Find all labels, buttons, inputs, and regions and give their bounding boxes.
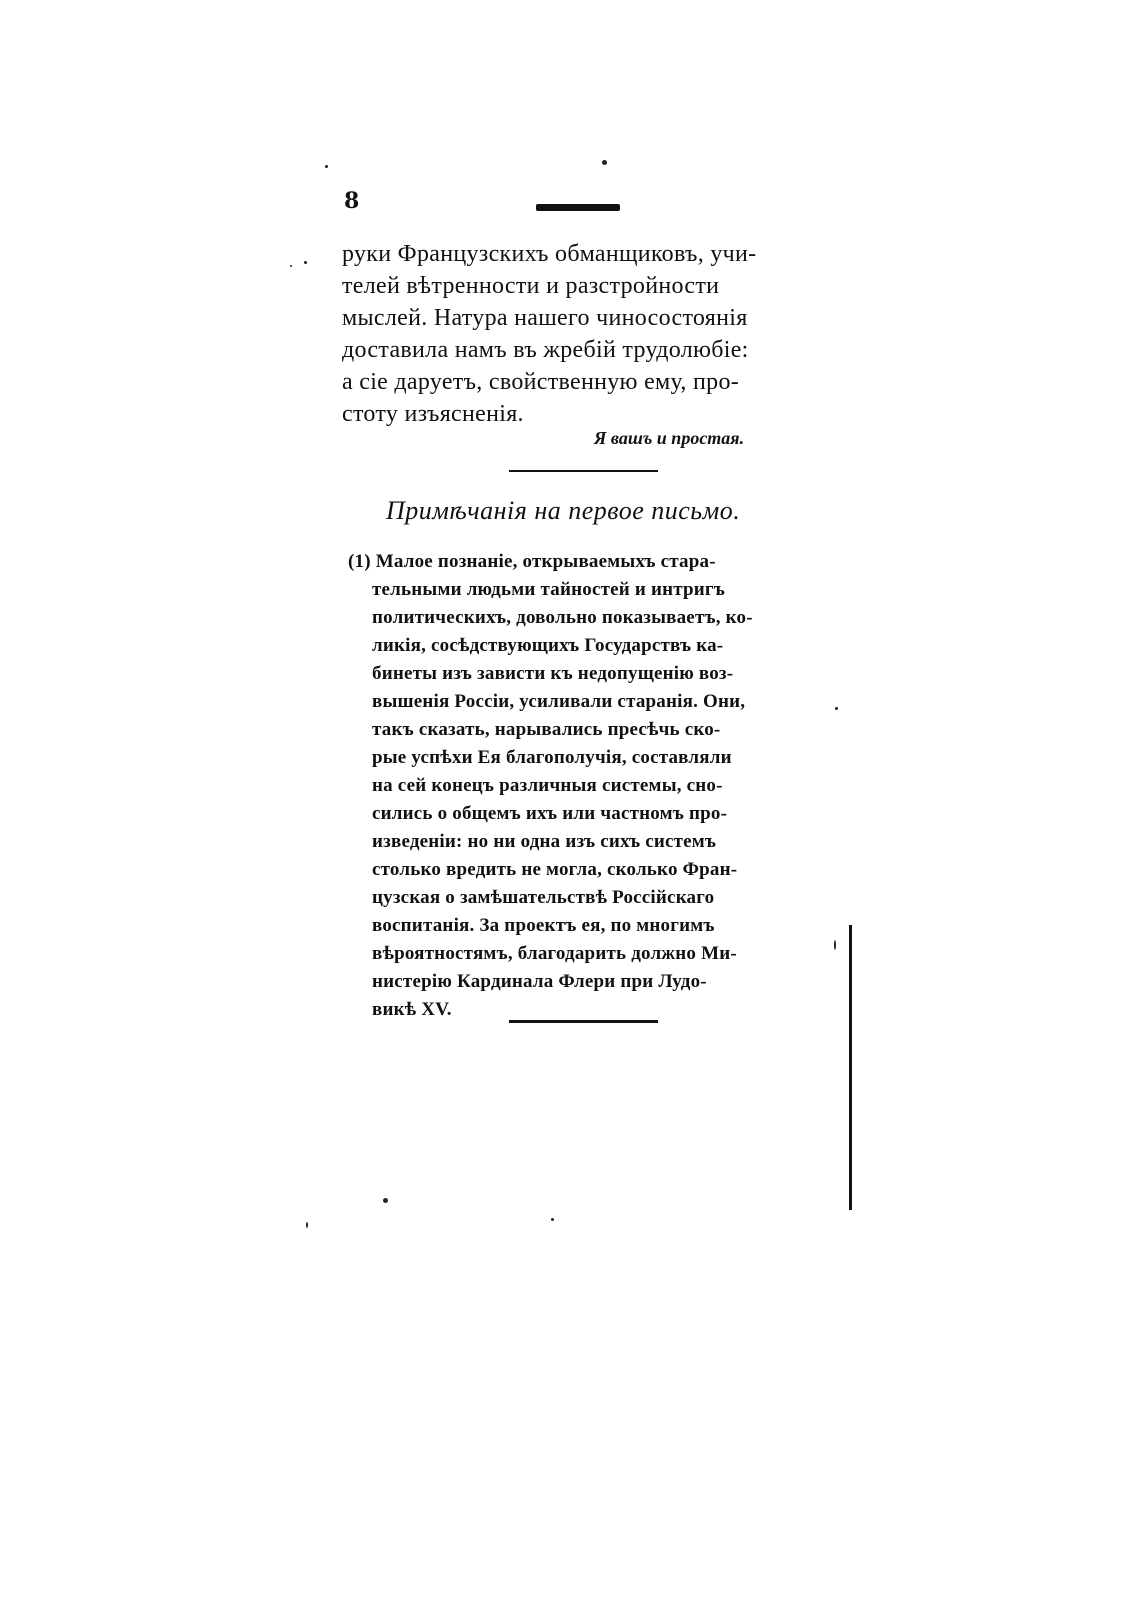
note-line: воспитанія. За проектъ ея, по многимъ — [372, 915, 715, 936]
signature-line: Я вашъ и простая. — [594, 428, 745, 448]
note-line: рые успѣхи Ея благополучія, составляли — [372, 747, 732, 768]
text-line: доставила намъ въ жребій трудолюбіе: — [342, 337, 749, 363]
end-divider-rule — [509, 1020, 658, 1023]
scan-speck — [304, 261, 307, 264]
note-line: политическихъ, довольно показываетъ, ко- — [372, 607, 753, 628]
note-line: вышенія Россіи, усиливали старанія. Они, — [372, 691, 746, 712]
note-line: изведеніи: но ни одна изъ сихъ системъ — [372, 831, 717, 852]
page-edge-line — [849, 925, 852, 1210]
scan-speck — [835, 707, 838, 710]
text-line: телей вѣтренности и разстройности — [342, 273, 720, 299]
note-line: столько вредить не могла, сколько Фран- — [372, 859, 738, 880]
note-line: нистерію Кардинала Флери при Лудо- — [372, 971, 707, 992]
note-line: ликія, сосѣдствующихъ Государствъ ка- — [372, 635, 724, 656]
text-line: а сіе даруетъ, свойственную ему, про- — [342, 369, 740, 395]
scan-speck — [834, 940, 836, 950]
note-line: (1) Малое познаніе, открываемыхъ стара- — [348, 551, 716, 572]
text-line: руки Французскихъ обманщиковъ, учи- — [342, 241, 757, 267]
scan-speck — [551, 1218, 554, 1221]
note-line: сились о общемъ ихъ или частномъ про- — [372, 803, 728, 824]
notes-paragraph — [348, 548, 818, 1024]
text-line: мыслей. Натура нашего чиносостоянія — [342, 305, 748, 331]
note-line: викѣ XV. — [372, 999, 452, 1020]
header-ornament-rule — [536, 204, 620, 211]
note-line: бинеты изъ зависти къ недопущенію воз- — [372, 663, 734, 684]
note-line: на сей конецъ различныя системы, сно- — [372, 775, 723, 796]
main-paragraph — [342, 238, 812, 430]
scan-speck — [290, 265, 292, 267]
scan-speck — [325, 165, 328, 168]
note-line: тельными людьми тайностей и интригъ — [372, 579, 726, 600]
section-divider-rule — [509, 470, 658, 472]
page-number: 8 — [344, 188, 360, 214]
note-line: такъ сказать, нарывались пресѣчь ско- — [372, 719, 721, 740]
scan-speck — [306, 1222, 308, 1228]
scan-speck — [383, 1198, 388, 1203]
note-line: цузская о замѣшательствѣ Россійскаго — [372, 887, 715, 908]
text-line: стоту изъясненія. — [342, 401, 524, 427]
notes-heading: Примѣчанія на первое письмо. — [386, 496, 741, 525]
scan-speck — [602, 160, 607, 165]
note-line: вѣроятностямъ, благодарить должно Ми- — [372, 943, 737, 964]
